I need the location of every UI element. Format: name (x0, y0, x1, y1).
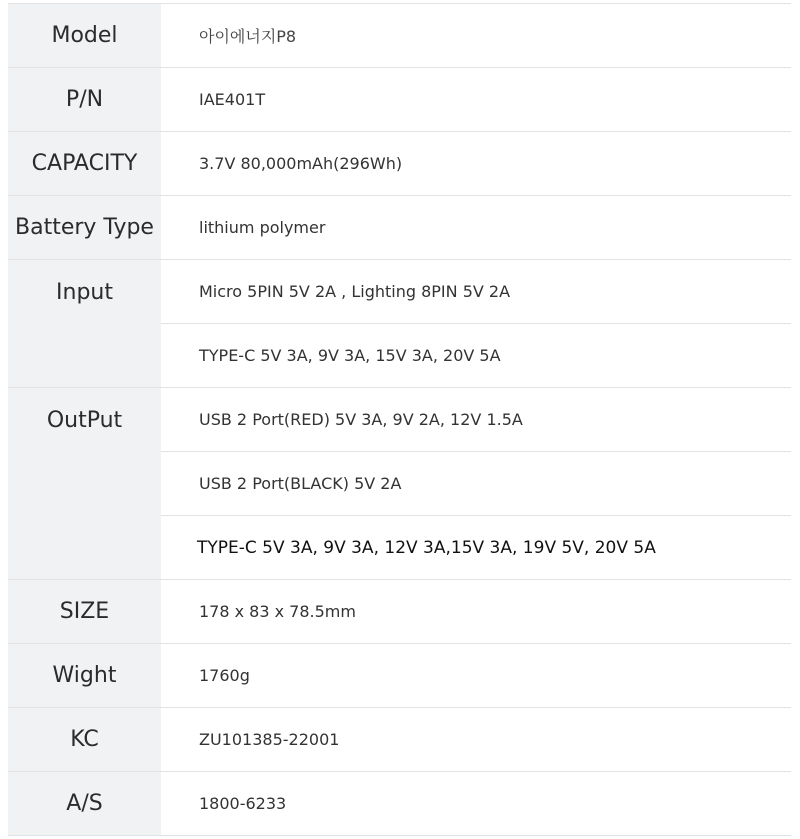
value-output-usb-red: USB 2 Port(RED) 5V 3A, 9V 2A, 12V 1.5A (161, 388, 791, 452)
label-part-number: P/N (8, 68, 161, 132)
value-weight: 1760g (161, 644, 791, 708)
label-battery-type: Battery Type (8, 196, 161, 260)
value-input-typec: TYPE-C 5V 3A, 9V 3A, 15V 3A, 20V 5A (161, 324, 791, 388)
value-after-service: 1800-6233 (161, 772, 791, 836)
value-input-micro: Micro 5PIN 5V 2A , Lighting 8PIN 5V 2A (161, 260, 791, 324)
value-size: 178 x 83 x 78.5mm (161, 580, 791, 644)
label-kc: KC (8, 708, 161, 772)
label-model: Model (8, 4, 161, 68)
label-size: SIZE (8, 580, 161, 644)
spec-table (8, 3, 791, 832)
value-part-number: IAE401T (161, 68, 791, 132)
label-input: Input (8, 260, 161, 388)
value-kc: ZU101385-22001 (161, 708, 791, 772)
label-after-service: A/S (8, 772, 161, 836)
value-output-usb-black: USB 2 Port(BLACK) 5V 2A (161, 452, 791, 516)
label-output: OutPut (8, 388, 161, 580)
label-capacity: CAPACITY (8, 132, 161, 196)
value-output-typec: TYPE-C 5V 3A, 9V 3A, 12V 3A,15V 3A, 19V 5V, 20V 5A (161, 516, 791, 580)
label-weight: Wight (8, 644, 161, 708)
value-model: 아이에너지P8 (161, 4, 791, 68)
value-capacity: 3.7V 80,000mAh(296Wh) (161, 132, 791, 196)
value-battery-type: lithium polymer (161, 196, 791, 260)
